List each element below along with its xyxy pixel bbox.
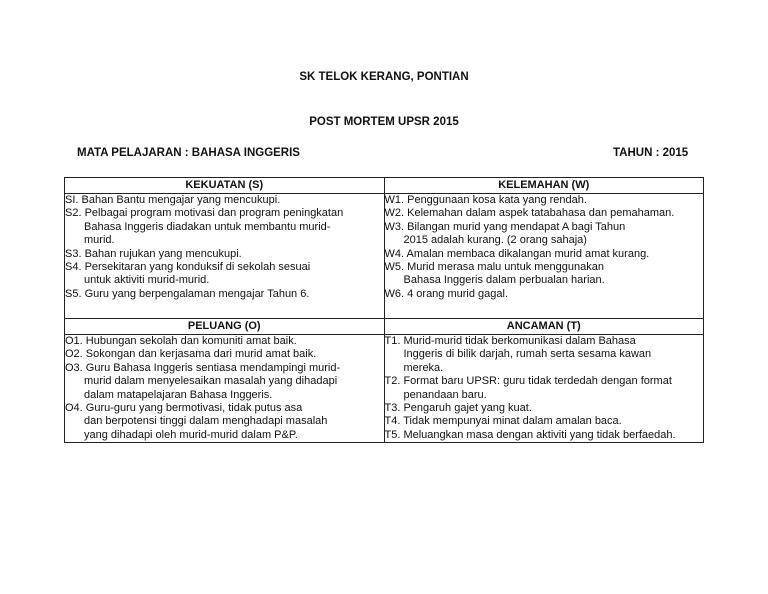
list-item [385,194,704,207]
threats-cell [384,335,704,443]
strengths-heading: KEKUATAN (S) [65,178,385,194]
strengths-list [65,194,384,301]
list-item [385,335,704,375]
list-item [385,402,704,415]
list-item-continuation: mereka. [403,361,444,374]
list-item-continuation: murid dalam menyelesaikan masalah yang dihadapi [84,375,338,388]
list-item-continuation: Bahasa Inggeris diadakan untuk membantu murid- [84,220,331,233]
list-item [385,429,704,442]
weaknesses-cell [384,194,704,319]
list-item-text: S2. Pelbagai program motivasi dan program peningkatan [65,207,344,220]
list-item [65,248,384,261]
opportunities-list [65,335,384,442]
list-item-text: O1. Hubungan sekolah dan komuniti amat baik. [65,335,297,347]
year-label: TAHUN : 2015 [613,147,689,159]
list-item-continuation: penandaan baru. [403,388,487,401]
list-item-text: O3. Guru Bahasa Inggeris sentiasa mendampingi murid- [65,361,341,374]
list-item-continuation: murid. [84,234,115,247]
list-item [385,375,704,402]
document-title: POST MORTEM UPSR 2015 [309,116,459,128]
list-item [385,207,704,220]
weaknesses-heading: KELEMAHAN (W) [384,178,704,194]
list-item-text: O2. Sokongan dan kerjasama dari murid amat baik. [65,348,317,361]
strengths-cell [65,194,385,319]
list-item [385,248,704,261]
subject-label: MATA PELAJARAN : BAHASA INGGERIS [77,147,300,159]
list-item-continuation: Inggeris di bilik darjah, rumah serta sesama kawan [403,348,652,361]
list-item-text: S4. Persekitaran yang konduksif di sekolah sesuai [65,261,311,274]
list-item [65,261,384,288]
list-item-text: W4. Amalan membaca dikalangan murid amat kurang. [384,247,650,260]
list-item-text: W5. Murid merasa malu untuk menggunakan [384,261,604,274]
list-item [65,194,384,207]
list-item-text: W1. Penggunaan kosa kata yang rendah. [384,194,587,206]
list-item-continuation: yang dihadapi oleh murid-murid dalam P&P. [84,428,298,441]
swot-table [64,177,704,443]
list-item [65,402,384,442]
list-item [65,335,384,348]
list-item-text: S3. Bahan rujukan yang mencukupi. [65,247,242,260]
threats-list [385,335,704,442]
list-item-text: S5. Guru yang berpengalaman mengajar Tahun 6. [65,287,310,300]
list-item-text: W2. Kelemahan dalam aspek tatabahasa dan pemahaman. [384,207,675,220]
opportunities-heading: PELUANG (O) [65,319,385,335]
school-name: SK TELOK KERANG, PONTIAN [299,71,469,83]
list-item-text: T1. Murid-murid tidak berkomunikasi dalam Bahasa [384,335,636,347]
list-item [385,261,704,288]
list-item [65,288,384,301]
list-item [385,288,704,301]
threats-heading: ANCAMAN (T) [384,319,704,335]
list-item [65,207,384,247]
list-item [385,221,704,248]
list-item-text: T5. Meluangkan masa dengan aktiviti yang tidak berfaedah. [384,428,676,441]
list-item-text: T4. Tidak mempunyai minat dalam amalan baca. [384,415,622,428]
list-item-text: W3. Bilangan murid yang mendapat A bagi Tahun [384,220,626,233]
list-item-text: SI. Bahan Bantu mengajar yang mencukupi. [65,194,281,206]
list-item-text: T3. Pengaruh gajet yang kuat. [384,402,532,415]
list-item-continuation: dalam matapelajaran Bahasa Inggeris. [84,388,273,401]
list-item-continuation: dan berpotensi tinggi dalam menghadapi masalah [84,415,328,428]
list-item-text: W6. 4 orang murid gagal. [384,287,509,300]
list-item-continuation: 2015 adalah kurang. (2 orang sahaja) [403,234,587,247]
list-item-continuation: untuk aktiviti murid-murid. [84,274,210,287]
list-item-text: O4. Guru-guru yang bermotivasi, tidak putus asa [65,402,303,415]
list-item [65,362,384,402]
list-item-continuation: Bahasa Inggeris dalam perbualan harian. [403,274,605,287]
list-item [65,348,384,361]
list-item [385,415,704,428]
list-item-text: T2. Format baru UPSR: guru tidak terdedah dengan format [384,375,672,388]
weaknesses-list [385,194,704,301]
opportunities-cell [65,335,385,443]
